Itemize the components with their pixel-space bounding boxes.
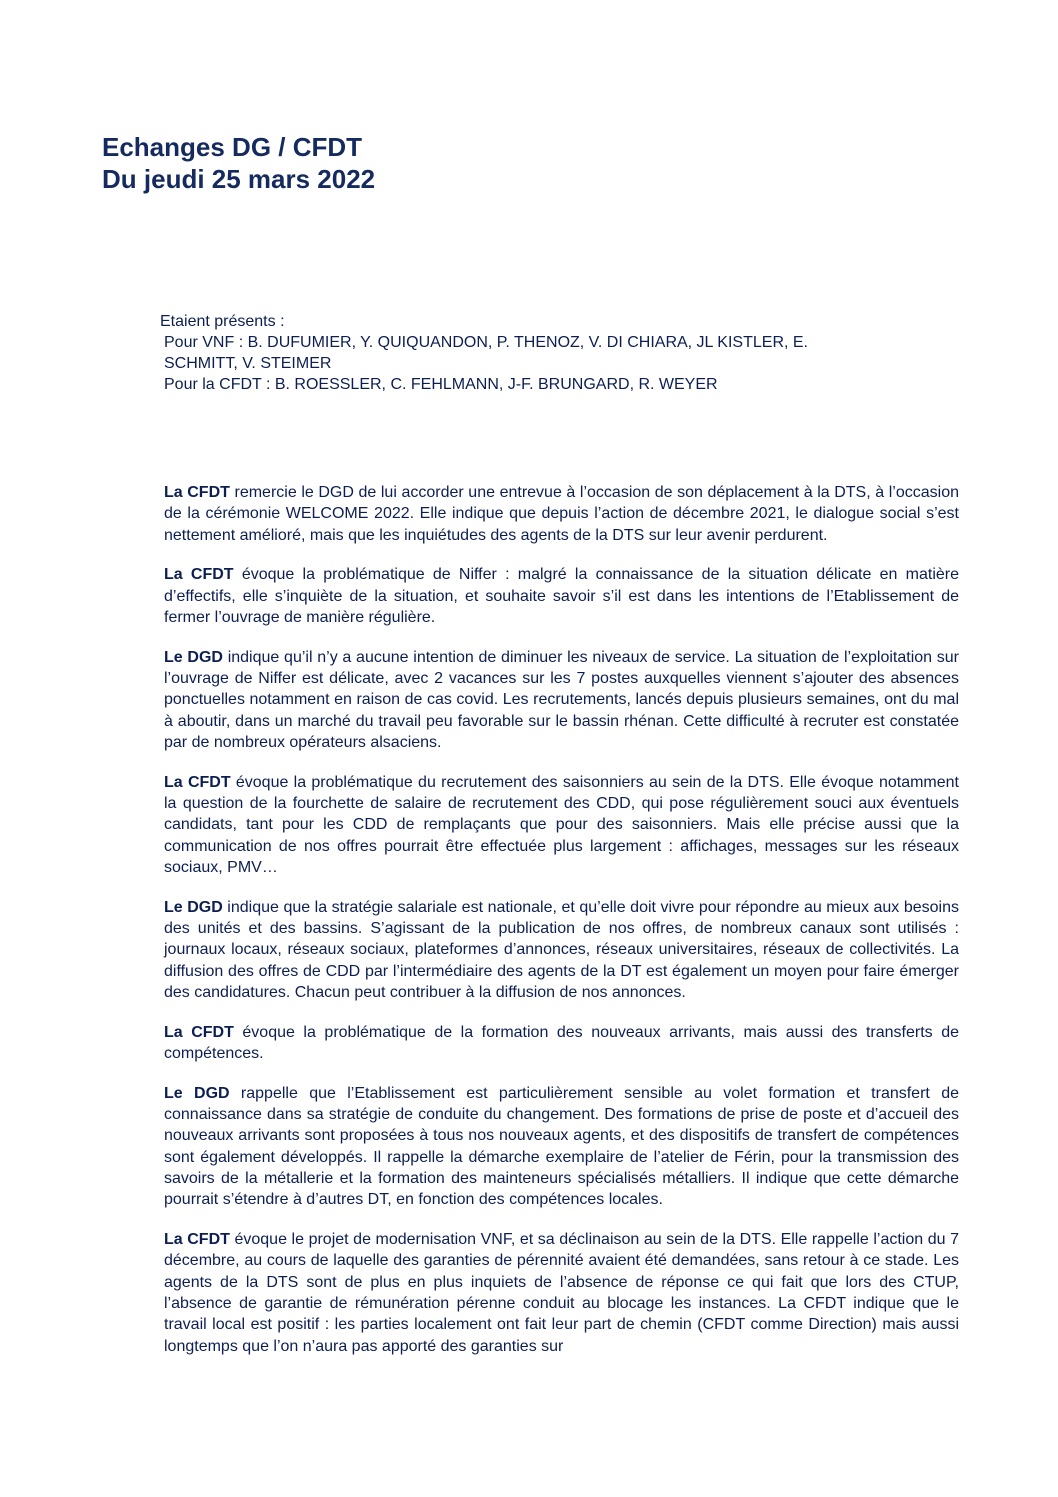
paragraph [164,482,959,546]
paragraph-lead: La CFDT [164,1231,230,1249]
title-line-1: Echanges DG / CFDT [102,132,363,162]
paragraph-text: évoque la problématique de Niffer : malgré la connaissance de la situation délicate en matière d’effectifs, elle s’inquiète de la situation, et souhaite savoir s’il est dans les intentions de l’Etablissement de fermer l’ouvrage de manière régulière. [164,566,960,626]
title-line-2: Du jeudi 25 mars 2022 [102,164,376,194]
paragraph-text: indique que la stratégie salariale est nationale, et qu’elle doit vivre pour répondre au mieux aux besoins des unités et des bassins. S’agissant de la publication de nos offres, de nombreux canaux sont utilisés : journaux locaux, réseaux sociaux, plateformes d’annonces, réseaux universitaires, réseaux de collectivités. La diffusion des offres de CDD par l’intermédiaire des agents de la DT est également un moyen pour faire émerger des candidatures. Chacun peut contribuer à la diffusion de nos annonces. [164,898,959,1001]
paragraph [164,897,959,1003]
attendees-block [160,311,960,395]
paragraph [164,772,959,878]
paragraph-text: remercie le DGD de lui accorder une entrevue à l’occasion de son déplacement à la DTS, à l’occasion de la cérémonie WELCOME 2022. Elle indique que depuis l’action de décembre 2021, le dialogue social s’est nettement amélioré, mais que les inquiétudes des agents de la DTS sur leur avenir perdurent. [164,484,960,544]
paragraph-lead: Le DGD [164,1084,230,1102]
paragraph-text: rappelle que l’Etablissement est particulièrement sensible au volet formation et transfert de connaissance dans sa stratégie de conduite du changement. Des formations de prise de poste et d’accueil des nouveaux arrivants sont proposées à tous nos nouveaux agents, et des dispositifs de transfert de compétences sont également développés. Il rappelle la démarche exemplaire de l’atelier de Férin, pour la transmission des savoirs de la métallerie et la formation des mainteneurs spécialisés métalliers. Il indique que cette démarche pourrait s’étendre à d’autres DT, en fonction des compétences locales. [164,1084,960,1209]
minutes-body [164,482,959,1375]
paragraph [164,1022,959,1065]
paragraph-lead: La CFDT [164,484,230,501]
paragraph-text: évoque le projet de modernisation VNF, et sa déclinaison au sein de la DTS. Elle rappelle l’action du 7 décembre, au cours de laquelle des garanties de pérennité avaient été demandées, sans retour à ce stade. Les agents de la DTS sont de plus en plus inquiets de l’absence de réponse ce qui fait que lors des CTUP, l’absence de garantie de rémunération pérenne conduit au blocage les instances. La CFDT indique que le travail local est positif : les parties localement ont fait leur part de chemin (CFDT comme Direction) mais aussi longtemps que l’on n’aura pas apporté des garanties sur [164,1231,959,1355]
paragraph [164,647,959,753]
paragraph-lead: Le DGD [164,898,223,916]
paragraph-lead: La CFDT [164,773,231,791]
paragraph [164,564,959,628]
paragraph [164,1229,959,1357]
attendees-intro: Etaient présents : [160,313,285,330]
paragraph-lead: La CFDT [164,1023,234,1041]
paragraph-lead: La CFDT [164,566,234,584]
attendees-vnf-line-2: SCHMITT, V. STEIMER [164,355,332,372]
document-title [102,131,375,195]
paragraph [164,1083,959,1211]
paragraph-text: indique qu’il n’y a aucune intention de diminuer les niveaux de service. La situation de l’exploitation sur l’ouvrage de Niffer est délicate, avec 2 vacances sur les 7 postes auxquelles viennent s’ajouter des absences ponctuelles notamment en raison de cas covid. Les recrutements, lancés depuis plusieurs semaines, ont du mal à aboutir, dans un marché du travail peu favorable sur le bassin rhénan. Cette difficulté à recruter est constatée par de nombreux opérateurs alsaciens. [164,648,959,751]
paragraph-text: évoque la problématique du recrutement des saisonniers au sein de la DTS. Elle évoque notamment la question de la fourchette de salaire de recrutement des CDD, qui pose régulièrement souci aux éventuels candidats, tant pour les CDD de remplaçants que pour des saisonniers. Mais elle précise aussi que la communication de nos offres pourrait être effectuée plus largement : affichages, messages sur les réseaux sociaux, PMV… [164,773,959,876]
paragraph-lead: Le DGD [164,648,223,666]
attendees-vnf-line-1: Pour VNF : B. DUFUMIER, Y. QUIQUANDON, P. THENOZ, V. DI CHIARA, JL KISTLER, E. [164,334,808,351]
paragraph-text: évoque la problématique de la formation des nouveaux arrivants, mais aussi des transferts de compétences. [164,1023,960,1063]
attendees-cfdt: Pour la CFDT : B. ROESSLER, C. FEHLMANN, J-F. BRUNGARD, R. WEYER [164,376,718,393]
